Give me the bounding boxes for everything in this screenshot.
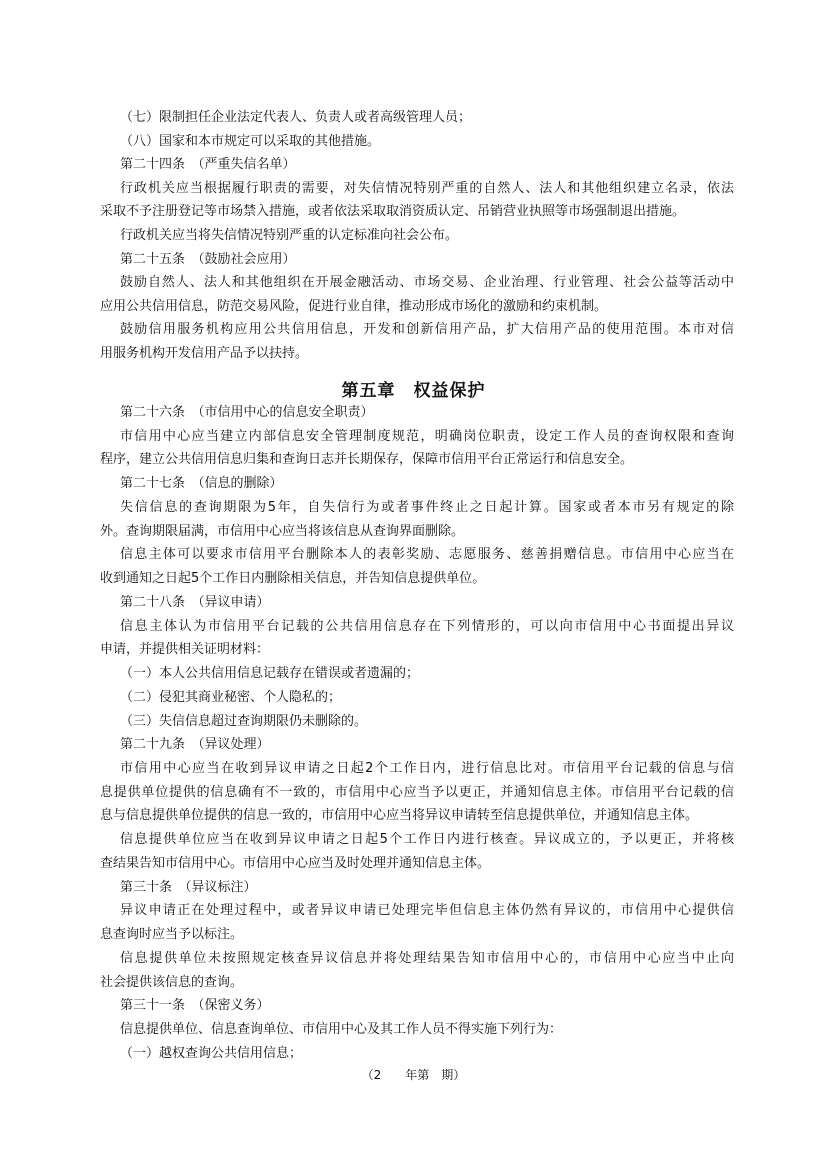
text-line: （一）越权查询公共信用信息； [120,1045,303,1061]
text-line: （一）本人公共信用信息记载存在错误或者遗漏的； [120,666,420,682]
text-line: 程序，建立公共信用信息归集和查询日志并长期保存，保障市信用平台正常运行和信息安全。 [100,452,634,468]
text-line: 第三十一条 （保密义务） [120,998,270,1014]
text-line: 第三十条 （异议标注） [120,879,257,895]
text-line: 息与信息提供单位提供的信息一致的，市信用中心应当将异议申请转至信息提供单位，并通知信息主体。 [100,808,699,824]
text-line: 申请，并提供相关证明材料： [100,642,270,658]
text-block-top [100,106,734,366]
text-line: 第二十九条 （异议处理） [120,737,270,753]
text-line: 查结果告知市信用中心。市信用中心应当及时处理并通知信息主体。 [100,855,491,871]
text-line: 采取不予注册登记等市场禁入措施，或者依法采取取消资质认定、吊销营业执照等市场强制退出措施。 [100,204,686,220]
text-line: 市信用中心应当在收到异议申请之日起2个工作日内，进行信息比对。市信用平台记载的信息与信 [120,761,734,777]
text-line: 第二十五条 （鼓励社会应用） [120,251,296,267]
text-line: 用服务机构开发信用产品予以扶持。 [100,345,309,361]
chapter-heading: 第五章 权益保护 [341,381,486,401]
text-line: 行政机关应当将失信情况特别严重的认定标准向社会公布。 [120,227,459,243]
text-line: 息查询时应当予以标注。 [100,927,244,943]
text-line: 信息提供单位未按照规定核查异议信息并将处理结果告知市信用中心的，市信用中心应当中止向 [120,950,734,966]
text-line: 信息提供单位、信息查询单位、市信用中心及其工作人员不得实施下列行为： [120,1022,563,1038]
text-line: 信息提供单位应当在收到异议申请之日起5个工作日内进行核查。异议成立的，予以更正，并将核 [120,832,734,848]
text-line: （二）侵犯其商业秘密、个人隐私的； [120,689,342,705]
text-line: （七）限制担任企业法定代表人、负责人或者高级管理人员； [120,110,472,125]
text-line: 外。查询期限届满，市信用中心应当将该信息从查询界面删除。 [100,523,465,539]
text-line: 第二十四条 （严重失信名单） [120,157,296,173]
text-line: 异议申请正在处理过程中，或者异议申请已处理完毕但信息主体仍然有异议的，市信用中心提供信 [120,903,734,919]
text-line: 第二十八条 （异议申请） [120,594,270,610]
text-line: 收到通知之日起5个工作日内删除相关信息，并告知信息提供单位。 [100,571,486,587]
text-line: 行政机关应当根据履行职责的需要，对失信情况特别严重的自然人、法人和其他组织建立名录，依法 [120,180,734,196]
text-block-bottom [100,401,734,1066]
page-footer: （2 年第 期） [361,1068,466,1082]
text-line: 应用公共信用信息，防范交易风险，促进行业自律，推动形成市场化的激励和约束机制。 [100,298,608,314]
text-line: （三）失信信息超过查询期限仍未删除的。 [120,713,368,729]
text-line: 信息主体认为市信用平台记载的公共信用信息存在下列情形的，可以向市信用中心书面提出异议 [120,618,734,634]
text-line: 鼓励自然人、法人和其他组织在开展金融活动、市场交易、企业治理、行业管理、社会公益等活动中 [120,275,734,291]
text-line: 社会提供该信息的查询。 [100,974,244,990]
text-line: （八）国家和本市规定可以采取的其他措施。 [120,133,381,149]
text-line: 息提供单位提供的信息确有不一致的，市信用中心应当予以更正，并通知信息主体。市信用平台记载的信 [100,784,734,800]
text-line: 失信信息的查询期限为5年，自失信行为或者事件终止之日起计算。国家或者本市另有规定的除 [120,499,734,515]
text-line: 信息主体可以要求市信用平台删除本人的表彰奖励、志愿服务、慈善捐赠信息。市信用中心应当在 [120,547,734,563]
text-line: 鼓励信用服务机构应用公共信用信息，开发和创新信用产品，扩大信用产品的使用范围。本市对信 [120,322,734,338]
text-line: 市信用中心应当建立内部信息安全管理制度规范，明确岗位职责，设定工作人员的查询权限和查询 [120,428,734,444]
text-line: 第二十七条 （信息的删除） [120,476,283,492]
text-line: 第二十六条 （市信用中心的信息安全职责） [120,405,374,420]
